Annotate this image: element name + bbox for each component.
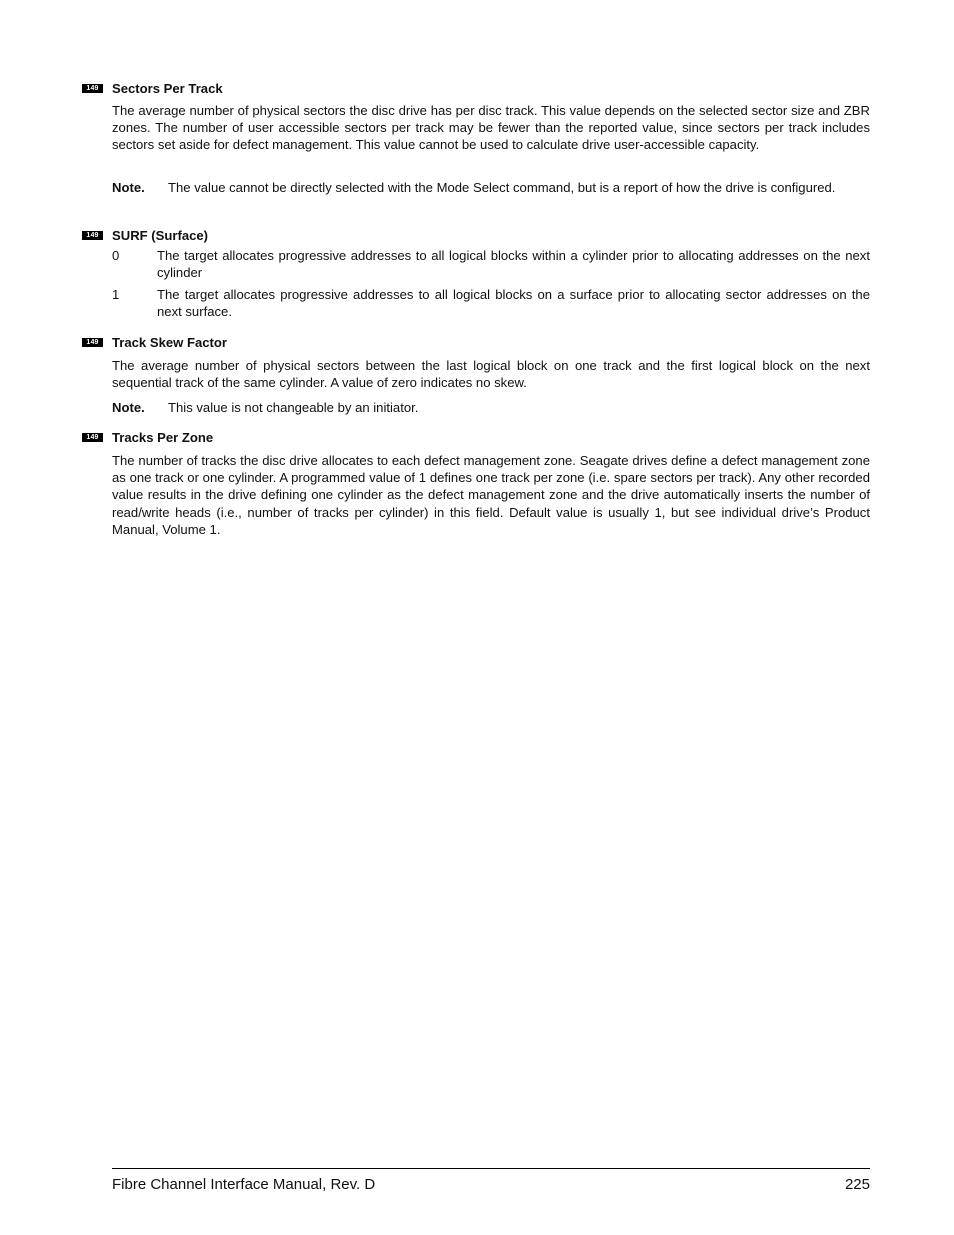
change-bar-tag: 149 [82,84,103,93]
note-label: Note. [112,400,145,415]
note-label: Note. [112,180,145,195]
section-heading: Sectors Per Track [112,81,223,96]
footer-title: Fibre Channel Interface Manual, Rev. D [112,1176,376,1193]
change-bar-tag: 149 [82,231,103,240]
section-heading-row [0,227,954,245]
section-body: The average number of physical sectors between the last logical block on one track and the first logical block on the next sequential track of the same cylinder. A value of zero indicates no skew. [112,358,870,391]
note-text: The value cannot be directly selected with the Mode Select command, but is a report of how the drive is configured. [168,180,836,195]
section-surf [0,227,954,320]
section-heading-row [0,80,954,98]
section-heading-row [0,429,954,447]
section-heading: Track Skew Factor [112,335,227,350]
section-heading: Tracks Per Zone [112,430,214,445]
list-item-number: 1 [112,287,120,302]
note-text: This value is not changeable by an initiator. [168,400,419,415]
list-item-text: The target allocates progressive addresses to all logical blocks on a surface prior to allocating sector addresses on the next surface. [157,287,870,320]
list-item-number: 0 [112,248,120,263]
change-bar-tag: 149 [82,338,103,347]
section-body: The average number of physical sectors the disc drive has per disc track. This value depends on the selected sector size and ZBR zones. The number of user accessible sectors per track may be fewer than the reported value, since sectors per track includes sectors set aside for defect management. This value cannot be used to calculate drive user-accessible capacity. [112,103,870,153]
page-number: 225 [844,1176,870,1193]
footer-rule [112,1168,870,1169]
change-bar-tag: 149 [82,433,103,442]
section-heading-row [0,334,954,352]
section-tracks-per-zone [0,429,954,537]
section-body: The number of tracks the disc drive allocates to each defect management zone. Seagate drives define a defect management zone as one track or one cylinder. A programmed value of 1 defines one track per zone (i.e. spare sectors per track). Any other recorded value results in the drive defining one cylinder as the defect management zone and the drive automatically inserts the number of read/write heads (i.e., number of tracks per cylinder) in this field. Default value is usually 1, but see individual drive’s Product Manual, Volume 1. [112,453,870,537]
section-heading: SURF (Surface) [112,228,209,243]
section-track-skew-factor [0,334,954,415]
section-sectors-per-track [0,80,954,195]
list-item-text: The target allocates progressive addresses to all logical blocks within a cylinder prior to allocating addresses on the next cylinder [157,248,870,281]
